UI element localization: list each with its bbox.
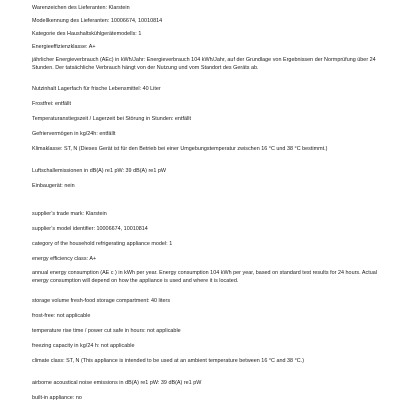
en-energy-efficiency-class: energy efficiency class: A+ — [32, 256, 97, 262]
de-climate-class: Klimaklasse: ST, N (Dieses Gerät ist für den Betrieb bei einer Umgebungstemperatur zwischen 16 °C und 38 °C bestimmt.) — [32, 146, 328, 152]
en-appliance-category: category of the household refrigerating appliance model: 1 — [32, 241, 173, 247]
en-climate-class: climate class: ST, N (This appliance is intended to be used at an ambient temperature between 16 °C and 38 °C.) — [32, 358, 305, 364]
de-manufacturer: Warenzeichen des Lieferanten: Klarstein — [32, 5, 130, 11]
en-built-in-appliance: built-in appliance: no — [32, 395, 82, 401]
en-freezing-capacity: freezing capacity in kg/24 h: not applicable — [32, 343, 135, 349]
en-manufacturer: supplier’s trade mark: Klarstein — [32, 211, 107, 217]
de-frost-free: Frostfrei: entfällt — [32, 101, 72, 107]
en-model-identifier: supplier’s model identifier: 10006674, 10010814 — [32, 226, 148, 232]
de-temperature-rise-time: Temperaturanstiegszeit / Lagerzeit bei Störung in Stunden: entfällt — [32, 116, 191, 122]
de-model-identifier: Modellkennung des Lieferanten: 10006674, 10010814 — [32, 18, 163, 24]
de-appliance-category: Kategorie des Haushaltskühlgerätemodells: 1 — [32, 31, 142, 37]
en-temperature-rise-time: temperature rise time / power cut safe in hours: not applicable — [32, 328, 181, 334]
en-annual-energy-consumption: annual energy consumption (AE c ) in kWh per year. Energy consumption 104 kWh per year, based on standard test results for 24 hours. Actual energy consumption will depend on how the appliance is used and where it is located. — [32, 270, 377, 284]
de-annual-energy-consumption: jährlicher Energieverbrauch (AEc) in kWh/Jahr: Energieverbrauch 104 kWh/Jahr, auf der Grundlage von Ergebnissen der Normprüfung über 24 Stunden. Der tatsächliche Verbrauch hängt von der Nutzung und vom Standort des Geräts ab. — [32, 57, 376, 71]
de-built-in-appliance: Einbaugerät: nein — [32, 183, 75, 189]
de-energy-efficiency-class: Energieeffizienzklasse: A+ — [32, 44, 96, 50]
en-noise-emissions: airborne acoustical noise emissions in dB(A) re1 pW: 39 dB(A) re1 pW — [32, 380, 202, 386]
en-frost-free: frost-free: not applicable — [32, 313, 91, 319]
de-freezing-capacity: Gefriervermögen in kg/24h: entfällt — [32, 131, 116, 137]
en-storage-volume: storage volume fresh-food storage compartment: 40 liters — [32, 298, 171, 304]
de-storage-volume: Nutzinhalt Lagerfach für frische Lebensmittel: 40 Liter — [32, 86, 161, 92]
de-noise-emissions: Luftschallemissionen in dB(A) re1 pW: 39 dB(A) re1 pW — [32, 168, 166, 174]
